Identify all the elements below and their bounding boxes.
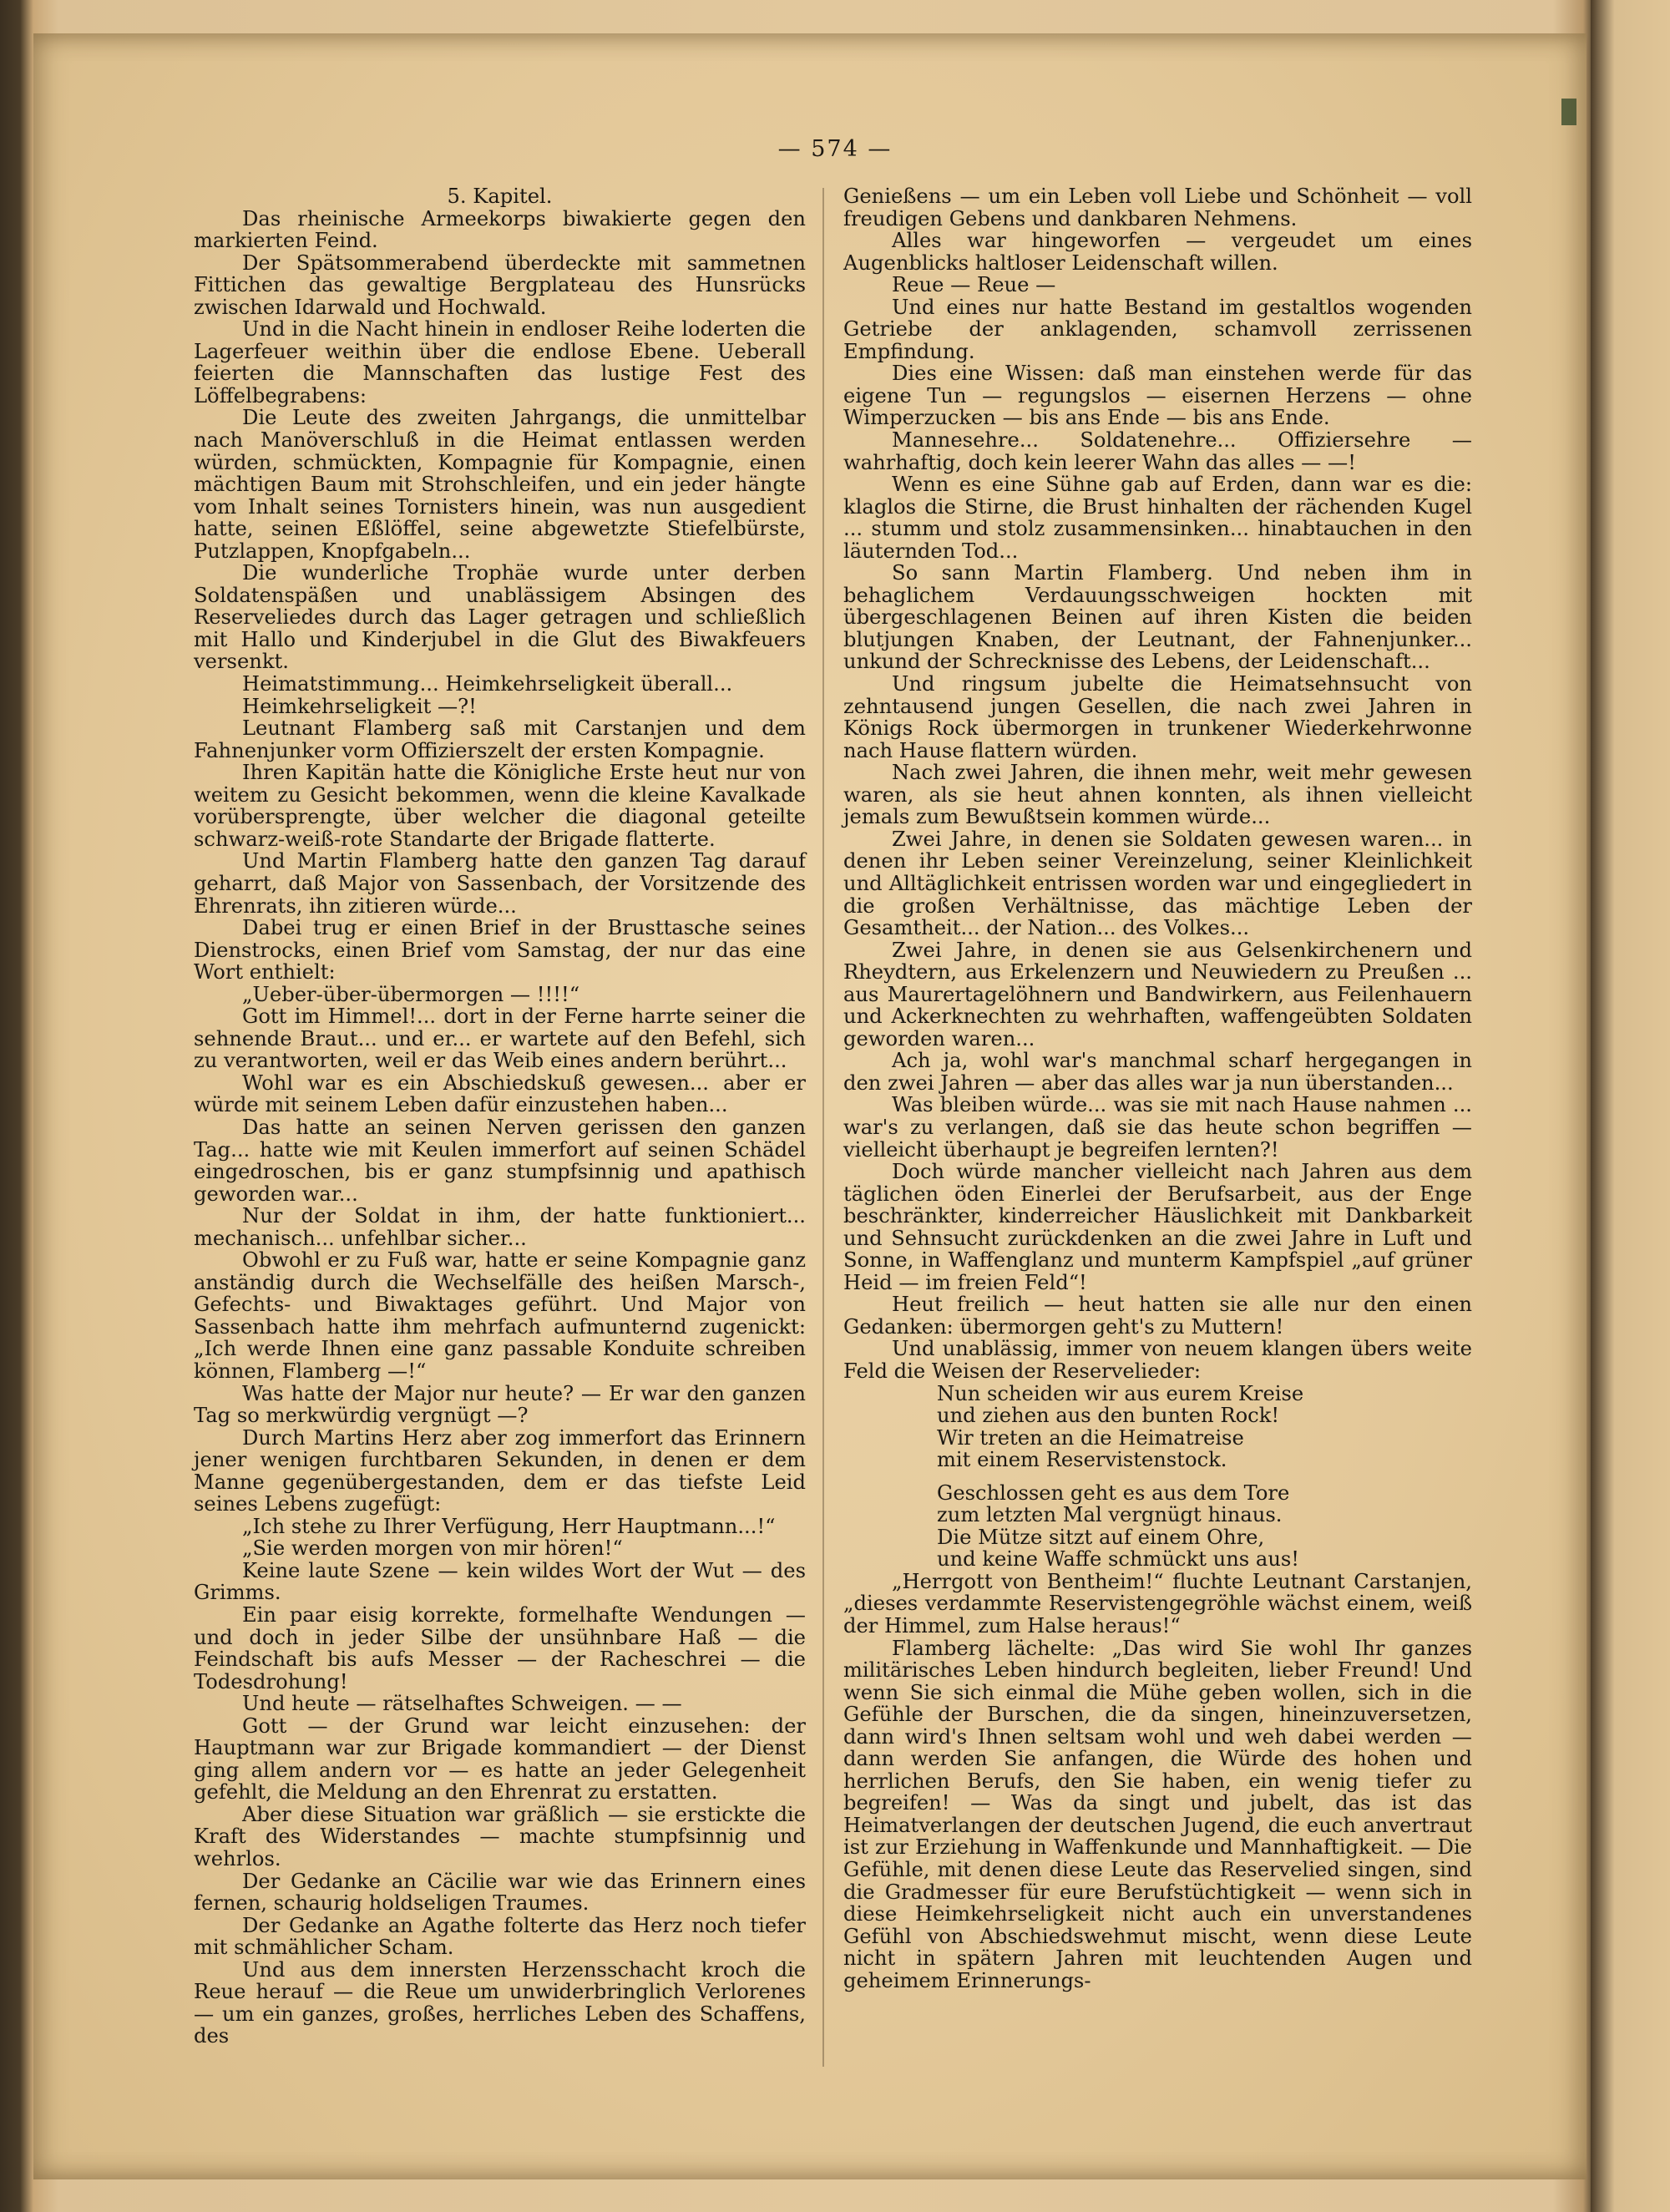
page-number: — 574 — [777,136,893,162]
paragraph: Heimatstimmung... Heimkehrseligkeit überall... [242,672,733,696]
paragraph: Dies eine Wissen: daß man einstehen werde für das eigene Tun — regungslos — eisernen Herzens — ohne Wimperzucken — bis ans Ende — bis ans Ende. [843,362,1472,430]
paragraph: Das hatte an seinen Nerven gerissen den ganzen Tag... hatte wie mit Keulen immerfort auf seinen Schädel eingedroschen, bis er ganz stumpfsinnig und apathisch geworden war... [194,1115,806,1206]
paragraph: Gott im Himmel!... dort in der Ferne harrte seiner die sehnende Braut... und er... er wartete auf den Befehl, sich zu verantworten, weil er das Weib eines andern berührt... [194,1005,806,1073]
poem-stanza-1 [843,1383,1472,1471]
column-divider [822,188,824,2067]
poem-line: und keine Waffe schmückt uns aus! [937,1547,1300,1572]
next-page-edge [1591,0,1670,2212]
paragraph: „Ich stehe zu Ihrer Verfügung, Herr Hauptmann...!“ [242,1514,776,1538]
paragraph: Nach zwei Jahren, die ihnen mehr, weit mehr gewesen waren, als sie heut ahnen konnten, als ihnen vielleicht jemals zum Bewußtsein kommen würde... [843,761,1472,829]
paragraph: Mannesehre... Soldatenehre... Offiziersehre — wahrhaftig, doch kein leerer Wahn das alles — —! [843,428,1472,474]
page-corner-mark [1561,99,1576,125]
paragraph: Doch würde mancher vielleicht nach Jahren aus dem täglichen öden Einerlei der Berufsarbeit, aus der Enge beschränkter, kinderreicher Häuslichkeit mit Dankbarkeit und Sehnsucht zurückdenken an die zwei Jahre in Luft und Sonne, in Waffenglanz und munterm Kampfspiel „auf grüner Heid — im freien Feld“! [843,1160,1472,1294]
paragraph: Der Gedanke an Cäcilie war wie das Erinnern eines fernen, schaurig holdseligen Traumes. [194,1869,806,1916]
paragraph: Wenn es eine Sühne gab auf Erden, dann war es die: klaglos die Stirne, die Brust hinhalten der rächenden Kugel ... stumm und stolz zusammensinken... hinabtauchen in den läuternden Tod... [843,473,1472,563]
paragraph: Leutnant Flamberg saß mit Carstanjen und dem Fahnenjunker vorm Offizierszelt der ersten Kompagnie. [194,716,806,762]
paragraph: Gott — der Grund war leicht einzusehen: der Hauptmann war zur Brigade kommandiert — der Dienst ging allem andern vor — es hatte an jeder Gelegenheit gefehlt, die Meldung an den Ehrenrat zu erstatten. [194,1713,806,1805]
paragraph: Die wunderliche Trophäe wurde unter derben Soldatenspäßen und unablässigem Absingen des Reserveliedes durch das Lager getragen und schließlich mit Hallo und Kinderjubel in die Glut des Biwakfeuers versenkt. [194,561,806,674]
right-column [843,185,1472,1992]
poem-stanza-2 [843,1482,1472,1571]
left-column [194,185,806,2047]
paragraph: Und unablässig, immer von neuem klangen übers weite Feld die Weisen der Reservelieder: [843,1337,1472,1383]
poem-line: zum letzten Mal vergnügt hinaus. [937,1503,1283,1527]
poem-line: Die Mütze sitzt auf einem Ohre, [937,1525,1265,1549]
paragraph: Was bleiben würde... was sie mit nach Hause nahmen ... war's zu verlangen, daß sie das heute schon begriffen — vielleicht überhaupt je begreifen lernten?! [843,1093,1472,1162]
paragraph: Und in die Nacht hinein in endloser Reihe loderten die Lagerfeuer weithin über die endlose Ebene. Ueberall feierten die Mannschaften das lustige Fest des Löffelbegrabens: [194,317,806,407]
paragraph: Der Spätsommerabend überdeckte mit sammetnen Fittichen das gewaltige Bergplateau des Hunsrücks zwischen Idarwald und Hochwald. [194,251,806,319]
poem-line: mit einem Reservistenstock. [937,1448,1227,1472]
paragraph: Und aus dem innersten Herzensschacht kroch die Reue herauf — die Reue um unwiderbringlich Verlorenes — um ein ganzes, großes, herrliches Leben des Schaffens, des [194,1957,806,2048]
paragraph: „Sie werden morgen von mir hören!“ [242,1536,623,1561]
right-paragraphs-before-poem [843,185,1472,1383]
paragraph: Zwei Jahre, in denen sie aus Gelsenkirchenern und Rheydtern, aus Erkelenzern und Neuwiedern zu Preußen ... aus Maurertagelöhnern und Bandwirkern, aus Feilenhauern und Ackerknechten zu wehrhaften, waffengeübten Soldaten geworden waren... [843,938,1472,1050]
paragraph: Zwei Jahre, in denen sie Soldaten gewesen waren... in denen ihr Leben seiner Vereinzelung, seiner Kleinlichkeit und Alltäglichkeit entrissen worden war und eingegliedert in die großen Verhältnisse, das mächtige Leben der Gesamtheit... der Nation... des Volkes... [843,827,1472,940]
paragraph: Die Leute des zweiten Jahrgangs, die unmittelbar nach Manöverschluß in die Heimat entlassen werden würden, schmückten, Kompagnie für Kompagnie, einen mächtigen Baum mit Strohschleifen, und ein jeder hängte vom Inhalt seines Tornisters hinein, was nun ausgedient hatte, seinen Eßlöffel, seine abgewetzte Stiefelbürste, Putzlappen, Knopfgabeln... [194,406,806,563]
paragraph: „Herrgott von Bentheim!“ fluchte Leutnant Carstanjen, „dieses verdammte Reservistengegröhle wächst einem, weiß der Himmel, zum Halse heraus!“ [843,1569,1472,1637]
paragraph: Ach ja, wohl war's manchmal scharf hergegangen in den zwei Jahren — aber das alles war ja nun überstanden... [843,1049,1472,1095]
paragraph: Ein paar eisig korrekte, formelhafte Wendungen — und doch in jeder Silbe der unsühnbare Haß — die Feindschaft bis aufs Messer — der Racheschrei — die Todesdrohung! [194,1603,806,1693]
poem-line: Geschlossen geht es aus dem Tore [937,1481,1290,1505]
paragraph: Das rheinische Armeekorps biwakierte gegen den markierten Feind. [194,206,806,253]
paragraph: Ihren Kapitän hatte die Königliche Erste heut nur von weitem zu Gesicht bekommen, wenn die kleine Kavalkade vorübersprengte, über welcher die diagonal geteilte schwarz-weiß-rote Standarte der Brigade flatterte. [194,761,806,851]
paragraph: Und Martin Flamberg hatte den ganzen Tag darauf geharrt, daß Major von Sassenbach, der Vorsitzende des Ehrenrats, ihn zitieren würde... [194,849,806,918]
paragraph: Und ringsum jubelte die Heimatsehnsucht von zehntausend jungen Gesellen, die nach zwei Jahren in Königs Rock übermorgen in trunkener Wiederkehrwonne nach Hause flattern würden. [843,672,1472,762]
paragraph: So sann Martin Flamberg. Und neben ihm in behaglichem Verdauungsschweigen hockten mit übergeschlagenen Beinen auf ihren Kisten die beiden blutjungen Knaben, der Leutnant, der Fahnenjunker... unkund der Schrecknisse des Lebens, der Leidenschaft... [843,561,1472,674]
paragraph: Wohl war es ein Abschiedskuß gewesen... aber er würde mit seinem Leben dafür einzustehen haben... [194,1071,806,1117]
paragraph: Und heute — rätselhaftes Schweigen. — — [242,1692,682,1716]
paragraph: Und eines nur hatte Bestand im gestaltlos wogenden Getriebe der anklagenden, schamvoll zerrissenen Empfindung. [843,295,1472,363]
paragraph: Dabei trug er einen Brief in der Brusttasche seines Dienstrocks, einen Brief vom Samstag, der nur das eine Wort enthielt: [194,916,806,985]
chapter-heading: 5. Kapitel. [447,185,553,208]
paragraph: Was hatte der Major nur heute? — Er war den ganzen Tag so merkwürdig vergnügt —? [194,1381,806,1428]
paragraph: Heut freilich — heut hatten sie alle nur den einen Gedanken: übermorgen geht's zu Muttern! [843,1293,1472,1339]
poem-line: Nun scheiden wir aus eurem Kreise [937,1381,1304,1405]
paragraph: Alles war hingeworfen — vergeudet um eines Augenblicks haltloser Leidenschaft willen. [843,229,1472,275]
poem-line: und ziehen aus den bunten Rock! [937,1404,1280,1428]
paragraph: Nur der Soldat in ihm, der hatte funktioniert... mechanisch... unfehlbar sicher... [194,1204,806,1250]
poem-line: Wir treten an die Heimatreise [937,1425,1244,1450]
paragraph: Durch Martins Herz aber zog immerfort das Erinnern jener wenigen furchtbaren Sekunden, in denen er dem Manne gegenübergestanden, dem er das tiefste Leid seines Lebens zugefügt: [194,1425,806,1516]
paragraph: Genießens — um ein Leben voll Liebe und Schönheit — voll freudigen Gebens und dankbaren Nehmens. [843,185,1472,230]
paragraph: Obwohl er zu Fuß war, hatte er seine Kompagnie ganz anständig durch die Wechselfälle des heißen Marsch-, Gefechts- und Biwaktages geführt. Und Major von Sassenbach hatte ihm mehrfach aufmunternd zugenickt: „Ich werde Ihnen eine ganz passable Konduite schreiben können, Flamberg —!“ [194,1248,806,1383]
paragraph: Der Gedanke an Agathe folterte das Herz noch tiefer mit schmählicher Scham. [194,1913,806,1960]
left-paragraphs [194,208,806,2047]
paragraph: Keine laute Szene — kein wildes Wort der Wut — des Grimms. [194,1558,806,1605]
paragraph: Aber diese Situation war gräßlich — sie erstickte die Kraft des Widerstandes — machte stumpfsinnig und wehrlos. [194,1802,806,1871]
paragraph: Flamberg lächelte: „Das wird Sie wohl Ihr ganzes militärisches Leben hindurch begleiten, lieber Freund! Und wenn Sie sich einmal die Mühe geben wollen, sich in die Gefühle der Burschen, die da singen, hineinzuversetzen, dann wird's Ihnen seltsam wohl und weh dabei werden — dann werden Sie anfangen, die Würde des hohen und herrlichen Berufs, den Sie haben, ein wenig tiefer zu begreifen! — Was da singt und jubelt, das ist das Heimatverlangen der deutschen Jugend, die euch anvertraut ist zur Erziehung in Waffenkunde und Mannhaftigkeit. — Die Gefühle, mit denen diese Leute das Reservelied singen, sind die Gradmesser für eure Berufstüchtigkeit — wenn sich in diese Heimkehrseligkeit nicht auch ein unverstandenes Gefühl von Abschiedswehmut mischt, wenn diese Leute nicht in spätern Jahren mit leuchtenden Augen und geheimem Erinnerungs- [843,1636,1472,1992]
paragraph: Heimkehrseligkeit —?! [242,694,477,718]
paragraph: Reue — Reue — [892,273,1056,297]
right-paragraphs-after-poem [843,1571,1472,1992]
paragraph: „Ueber-über-übermorgen — !!!!“ [242,982,580,1006]
